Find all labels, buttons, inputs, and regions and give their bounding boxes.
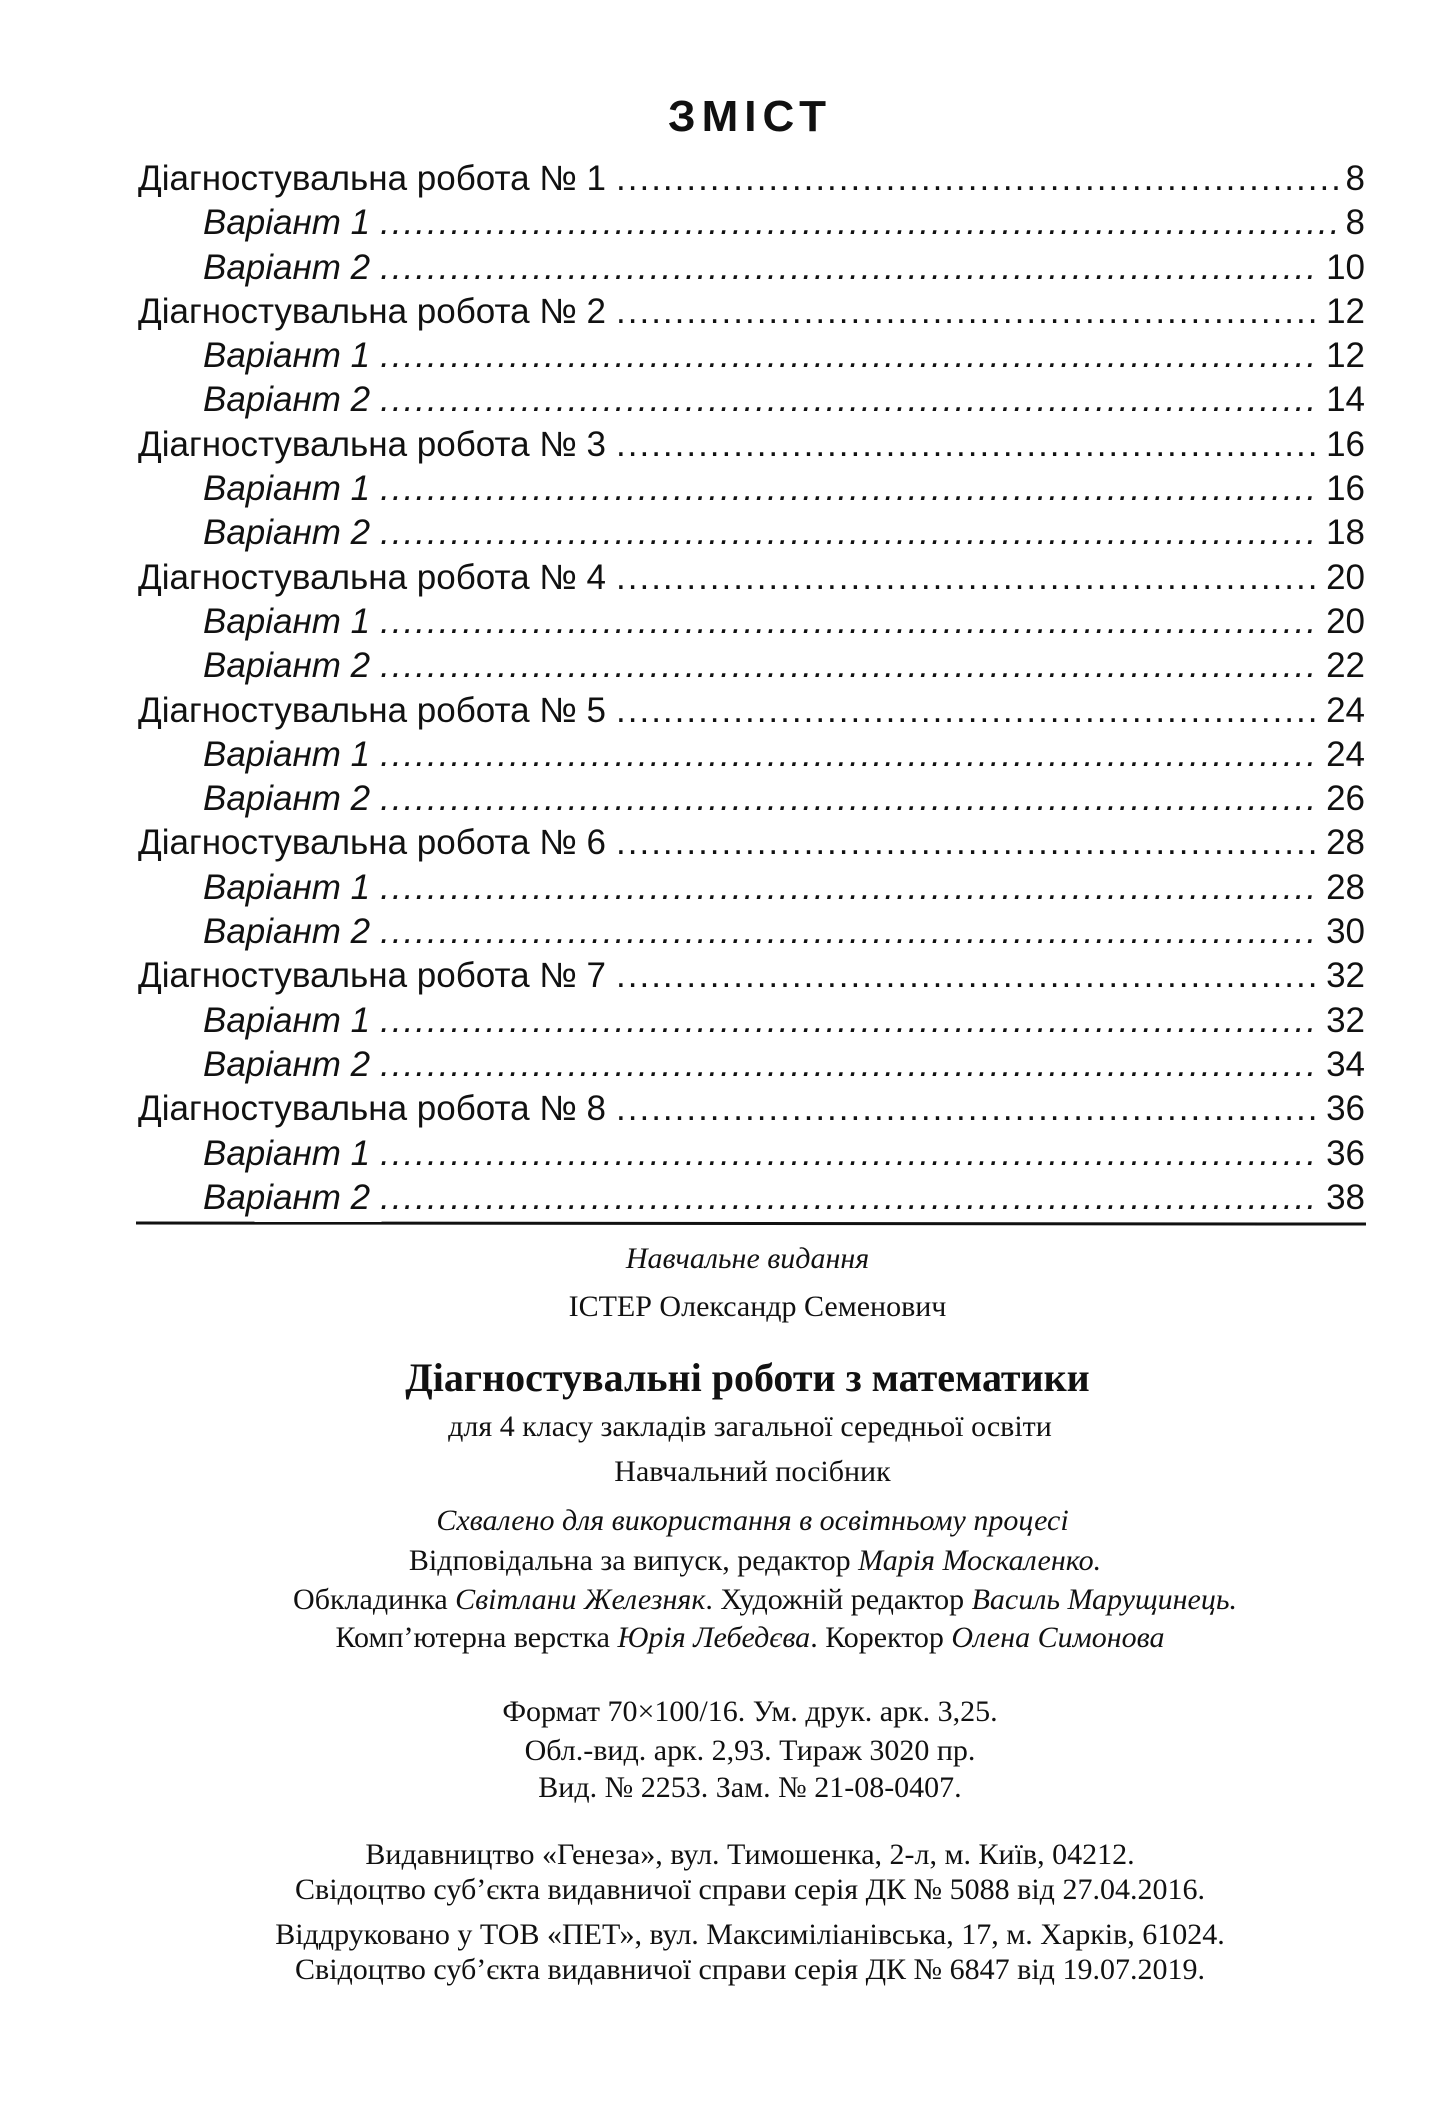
dot-leader <box>616 556 1318 600</box>
dot-leader <box>380 201 1337 245</box>
dot-leader <box>380 777 1318 821</box>
toc-label: Варіант 2 <box>203 247 371 287</box>
toc-page-number: 30 <box>1326 912 1365 952</box>
toc-page-number: 16 <box>1326 469 1365 509</box>
credits-line-2 <box>0 1583 1445 1617</box>
toc-page-number: 38 <box>1326 1177 1365 1217</box>
sheets-line: Обл.-вид. арк. 2,93. Тираж 3020 пр. <box>524 1734 976 1767</box>
toc-label: Діагностувальна робота № 3 <box>138 424 607 464</box>
credits-text: Відповідальна за випуск, редактор <box>408 1544 859 1577</box>
toc-subentry <box>138 644 1365 688</box>
dot-leader <box>380 1043 1318 1087</box>
publisher-cert-line: Свідоцтво суб’єкта видавничої справи серія ДК № 5088 від 27.04.2016. <box>295 1873 1205 1906</box>
toc-page-number: 28 <box>1326 823 1365 863</box>
toc-page-number: 36 <box>1326 1089 1365 1129</box>
toc-label: Варіант 2 <box>203 646 371 686</box>
toc-page-number: 12 <box>1326 336 1365 376</box>
toc-page-number: 24 <box>1326 690 1365 730</box>
toc-label: Діагностувальна робота № 1 <box>138 159 607 198</box>
dot-leader <box>380 378 1318 422</box>
credits-text: Обкладинка <box>293 1583 456 1616</box>
toc-label: Варіант 1 <box>203 601 371 641</box>
toc-page-number: 16 <box>1326 424 1365 464</box>
credits-name: Марія Москаленко. <box>858 1544 1102 1577</box>
toc-label: Діагностувальна робота № 4 <box>138 557 607 597</box>
toc-entry <box>138 1087 1365 1131</box>
credits-name: Світлани Железняк <box>455 1583 706 1616</box>
dot-leader <box>380 1132 1318 1176</box>
toc-page-number: 18 <box>1326 513 1365 553</box>
dot-leader <box>616 423 1318 467</box>
toc-page-number: 32 <box>1326 956 1365 996</box>
credits-text: . Художній редактор <box>705 1583 972 1616</box>
divider <box>136 1221 1366 1225</box>
credits-text: Комп’ютерна верстка <box>335 1621 618 1654</box>
toc-subentry <box>138 467 1365 511</box>
dot-leader <box>616 157 1338 201</box>
toc-label: Діагностувальна робота № 8 <box>138 1089 607 1129</box>
toc-subentry <box>138 334 1365 378</box>
toc-label: Діагностувальна робота № 7 <box>138 956 607 996</box>
credits-name: Олена Симонова <box>951 1621 1165 1654</box>
toc-page-number: 14 <box>1326 380 1365 420</box>
toc-subentry <box>138 201 1365 245</box>
toc-label: Варіант 2 <box>203 380 371 420</box>
book-title: Діагностувальні роботи з математики <box>405 1355 1090 1400</box>
dot-leader <box>380 644 1318 688</box>
toc-subentry <box>138 378 1365 422</box>
toc-label: Варіант 1 <box>203 469 371 509</box>
dot-leader <box>380 1176 1318 1220</box>
toc-page-number: 8 <box>1345 203 1365 243</box>
toc-label: Варіант 2 <box>203 1177 371 1217</box>
dot-leader <box>380 246 1318 290</box>
toc-label: Варіант 2 <box>203 912 371 952</box>
toc-page-number: 24 <box>1326 734 1365 774</box>
toc-entry <box>138 290 1365 334</box>
dot-leader <box>380 733 1318 777</box>
credits-line-3 <box>0 1621 1445 1655</box>
credits-text: . Коректор <box>810 1621 952 1654</box>
publisher-line: Видавництво «Генеза», вул. Тимошенка, 2-л, м. Київ, 04212. <box>365 1838 1135 1871</box>
dot-leader <box>616 954 1318 998</box>
dot-leader <box>380 600 1318 644</box>
toc-page-number: 8 <box>1345 159 1365 198</box>
dot-leader <box>616 689 1318 733</box>
toc-subentry <box>138 866 1365 910</box>
toc-entry <box>138 689 1365 733</box>
toc-label: Діагностувальна робота № 5 <box>138 690 607 730</box>
toc-page-number: 28 <box>1326 867 1365 907</box>
toc-entry <box>138 157 1365 201</box>
toc-subentry <box>138 999 1365 1043</box>
toc-label: Варіант 1 <box>203 1000 371 1040</box>
printer-line: Віддруковано у ТОВ «ПЕТ», вул. Максиміліанівська, 17, м. Харків, 61024. <box>275 1918 1225 1951</box>
toc-subentry <box>138 1043 1365 1087</box>
toc-subentry <box>138 1176 1365 1220</box>
audience: для 4 класу закладів загальної середньої освіти <box>448 1410 1052 1443</box>
toc-subentry <box>138 733 1365 777</box>
toc-entry <box>138 556 1365 600</box>
toc-label: Варіант 2 <box>203 1044 371 1084</box>
credits-name: Василь Марущинець. <box>971 1583 1237 1616</box>
dot-leader <box>616 821 1318 865</box>
dot-leader <box>380 910 1318 954</box>
toc-label: Варіант 1 <box>203 1133 371 1173</box>
toc-entry <box>138 821 1365 865</box>
toc-label: Варіант 1 <box>203 867 371 907</box>
table-of-contents <box>138 157 1365 1220</box>
toc-label: Варіант 2 <box>203 779 371 819</box>
dot-leader <box>616 290 1318 334</box>
toc-page-number: 12 <box>1326 291 1365 331</box>
toc-entry <box>138 423 1365 467</box>
credits-line-1 <box>0 1544 1445 1578</box>
format-line: Формат 70×100/16. Ум. друк. арк. 3,25. <box>502 1695 998 1728</box>
toc-label: Діагностувальна робота № 2 <box>138 291 607 331</box>
toc-page-number: 10 <box>1326 247 1365 287</box>
toc-page-number: 22 <box>1326 646 1365 686</box>
edition-type: Навчальне видання <box>625 1242 870 1275</box>
author: ІСТЕР Олександр Семенович <box>568 1290 947 1323</box>
toc-subentry <box>138 1132 1365 1176</box>
book-kind: Навчальний посібник <box>614 1455 891 1488</box>
toc-label: Варіант 1 <box>203 734 371 774</box>
toc-subentry <box>138 246 1365 290</box>
toc-label: Варіант 2 <box>203 513 371 553</box>
dot-leader <box>380 334 1318 378</box>
toc-page-number: 26 <box>1326 779 1365 819</box>
credits-name: Юрія Лебедєва <box>617 1621 811 1654</box>
dot-leader <box>380 866 1318 910</box>
toc-page-number: 34 <box>1326 1044 1365 1084</box>
dot-leader <box>380 511 1318 555</box>
toc-page-number: 32 <box>1326 1000 1365 1040</box>
toc-label: Діагностувальна робота № 6 <box>138 823 607 863</box>
order-line: Вид. № 2253. Зам. № 21-08-0407. <box>538 1771 962 1804</box>
toc-label: Варіант 1 <box>203 203 371 243</box>
dot-leader <box>380 999 1318 1043</box>
toc-subentry <box>138 777 1365 821</box>
toc-entry <box>138 954 1365 998</box>
toc-page-number: 20 <box>1326 601 1365 641</box>
dot-leader <box>616 1087 1318 1131</box>
toc-page-number: 36 <box>1326 1133 1365 1173</box>
toc-subentry <box>138 910 1365 954</box>
printer-cert-line: Свідоцтво суб’єкта видавничої справи серія ДК № 6847 від 19.07.2019. <box>295 1953 1205 1986</box>
page-title: ЗМІСТ <box>668 92 832 141</box>
toc-label: Варіант 1 <box>203 336 371 376</box>
approval: Схвалено для використання в освітньому процесі <box>436 1504 1069 1537</box>
dot-leader <box>380 467 1318 511</box>
toc-subentry <box>138 600 1365 644</box>
toc-page-number: 20 <box>1326 557 1365 597</box>
toc-subentry <box>138 511 1365 555</box>
